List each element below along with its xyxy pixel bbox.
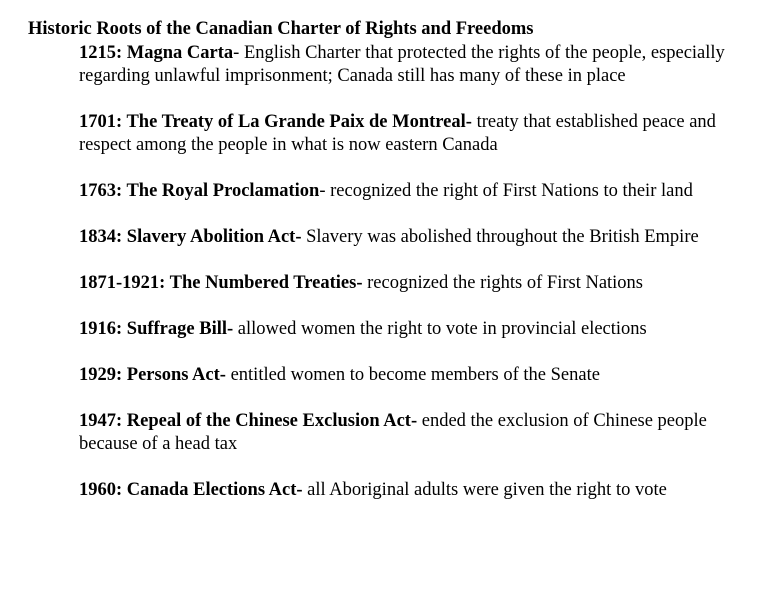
entry-suffrage-bill bbox=[79, 318, 759, 341]
entry-heading: 1701: The Treaty of La Grande Paix de Montreal- bbox=[79, 112, 472, 132]
document-title: Historic Roots of the Canadian Charter of Rights and Freedoms bbox=[28, 19, 534, 39]
entry-heading: 1929: Persons Act- bbox=[79, 365, 226, 385]
entry-text: all Aboriginal adults were given the right to vote bbox=[302, 480, 667, 500]
entry-text: Slavery was abolished throughout the British Empire bbox=[301, 227, 699, 247]
entry-magna-carta bbox=[79, 42, 759, 88]
entry-numbered-treaties bbox=[79, 272, 759, 295]
entry-chinese-exclusion-repeal bbox=[79, 410, 759, 456]
entry-text: recognized the rights of First Nations bbox=[362, 273, 644, 293]
entry-heading: 1960: Canada Elections Act- bbox=[79, 480, 303, 500]
entry-heading: 1916: Suffrage Bill- bbox=[79, 319, 234, 339]
entry-text: treaty that established peace and respect among the people in what is now eastern Canada bbox=[79, 112, 716, 155]
entry-text: allowed women the right to vote in provincial elections bbox=[233, 319, 647, 339]
entry-canada-elections-act bbox=[79, 479, 759, 502]
entry-grande-paix bbox=[79, 111, 759, 157]
entry-heading: 1215: Magna Carta bbox=[79, 43, 234, 63]
entry-royal-proclamation bbox=[79, 180, 759, 203]
entry-heading: 1871-1921: The Numbered Treaties- bbox=[79, 273, 363, 293]
entry-text: - recognized the right of First Nations to their land bbox=[319, 181, 693, 201]
entry-slavery-abolition bbox=[79, 226, 759, 249]
entry-heading: 1763: The Royal Proclamation bbox=[79, 181, 320, 201]
entry-persons-act bbox=[79, 364, 759, 387]
entry-text: - English Charter that protected the rights of the people, especially regarding unlawful imprisonment; Canada still has many of these in place bbox=[79, 43, 725, 86]
entry-list bbox=[79, 42, 759, 525]
entry-text: entitled women to become members of the Senate bbox=[225, 365, 600, 385]
entry-text: ended the exclusion of Chinese people because of a head tax bbox=[79, 411, 707, 454]
entry-heading: 1834: Slavery Abolition Act- bbox=[79, 227, 302, 247]
entry-heading: 1947: Repeal of the Chinese Exclusion Act- bbox=[79, 411, 418, 431]
